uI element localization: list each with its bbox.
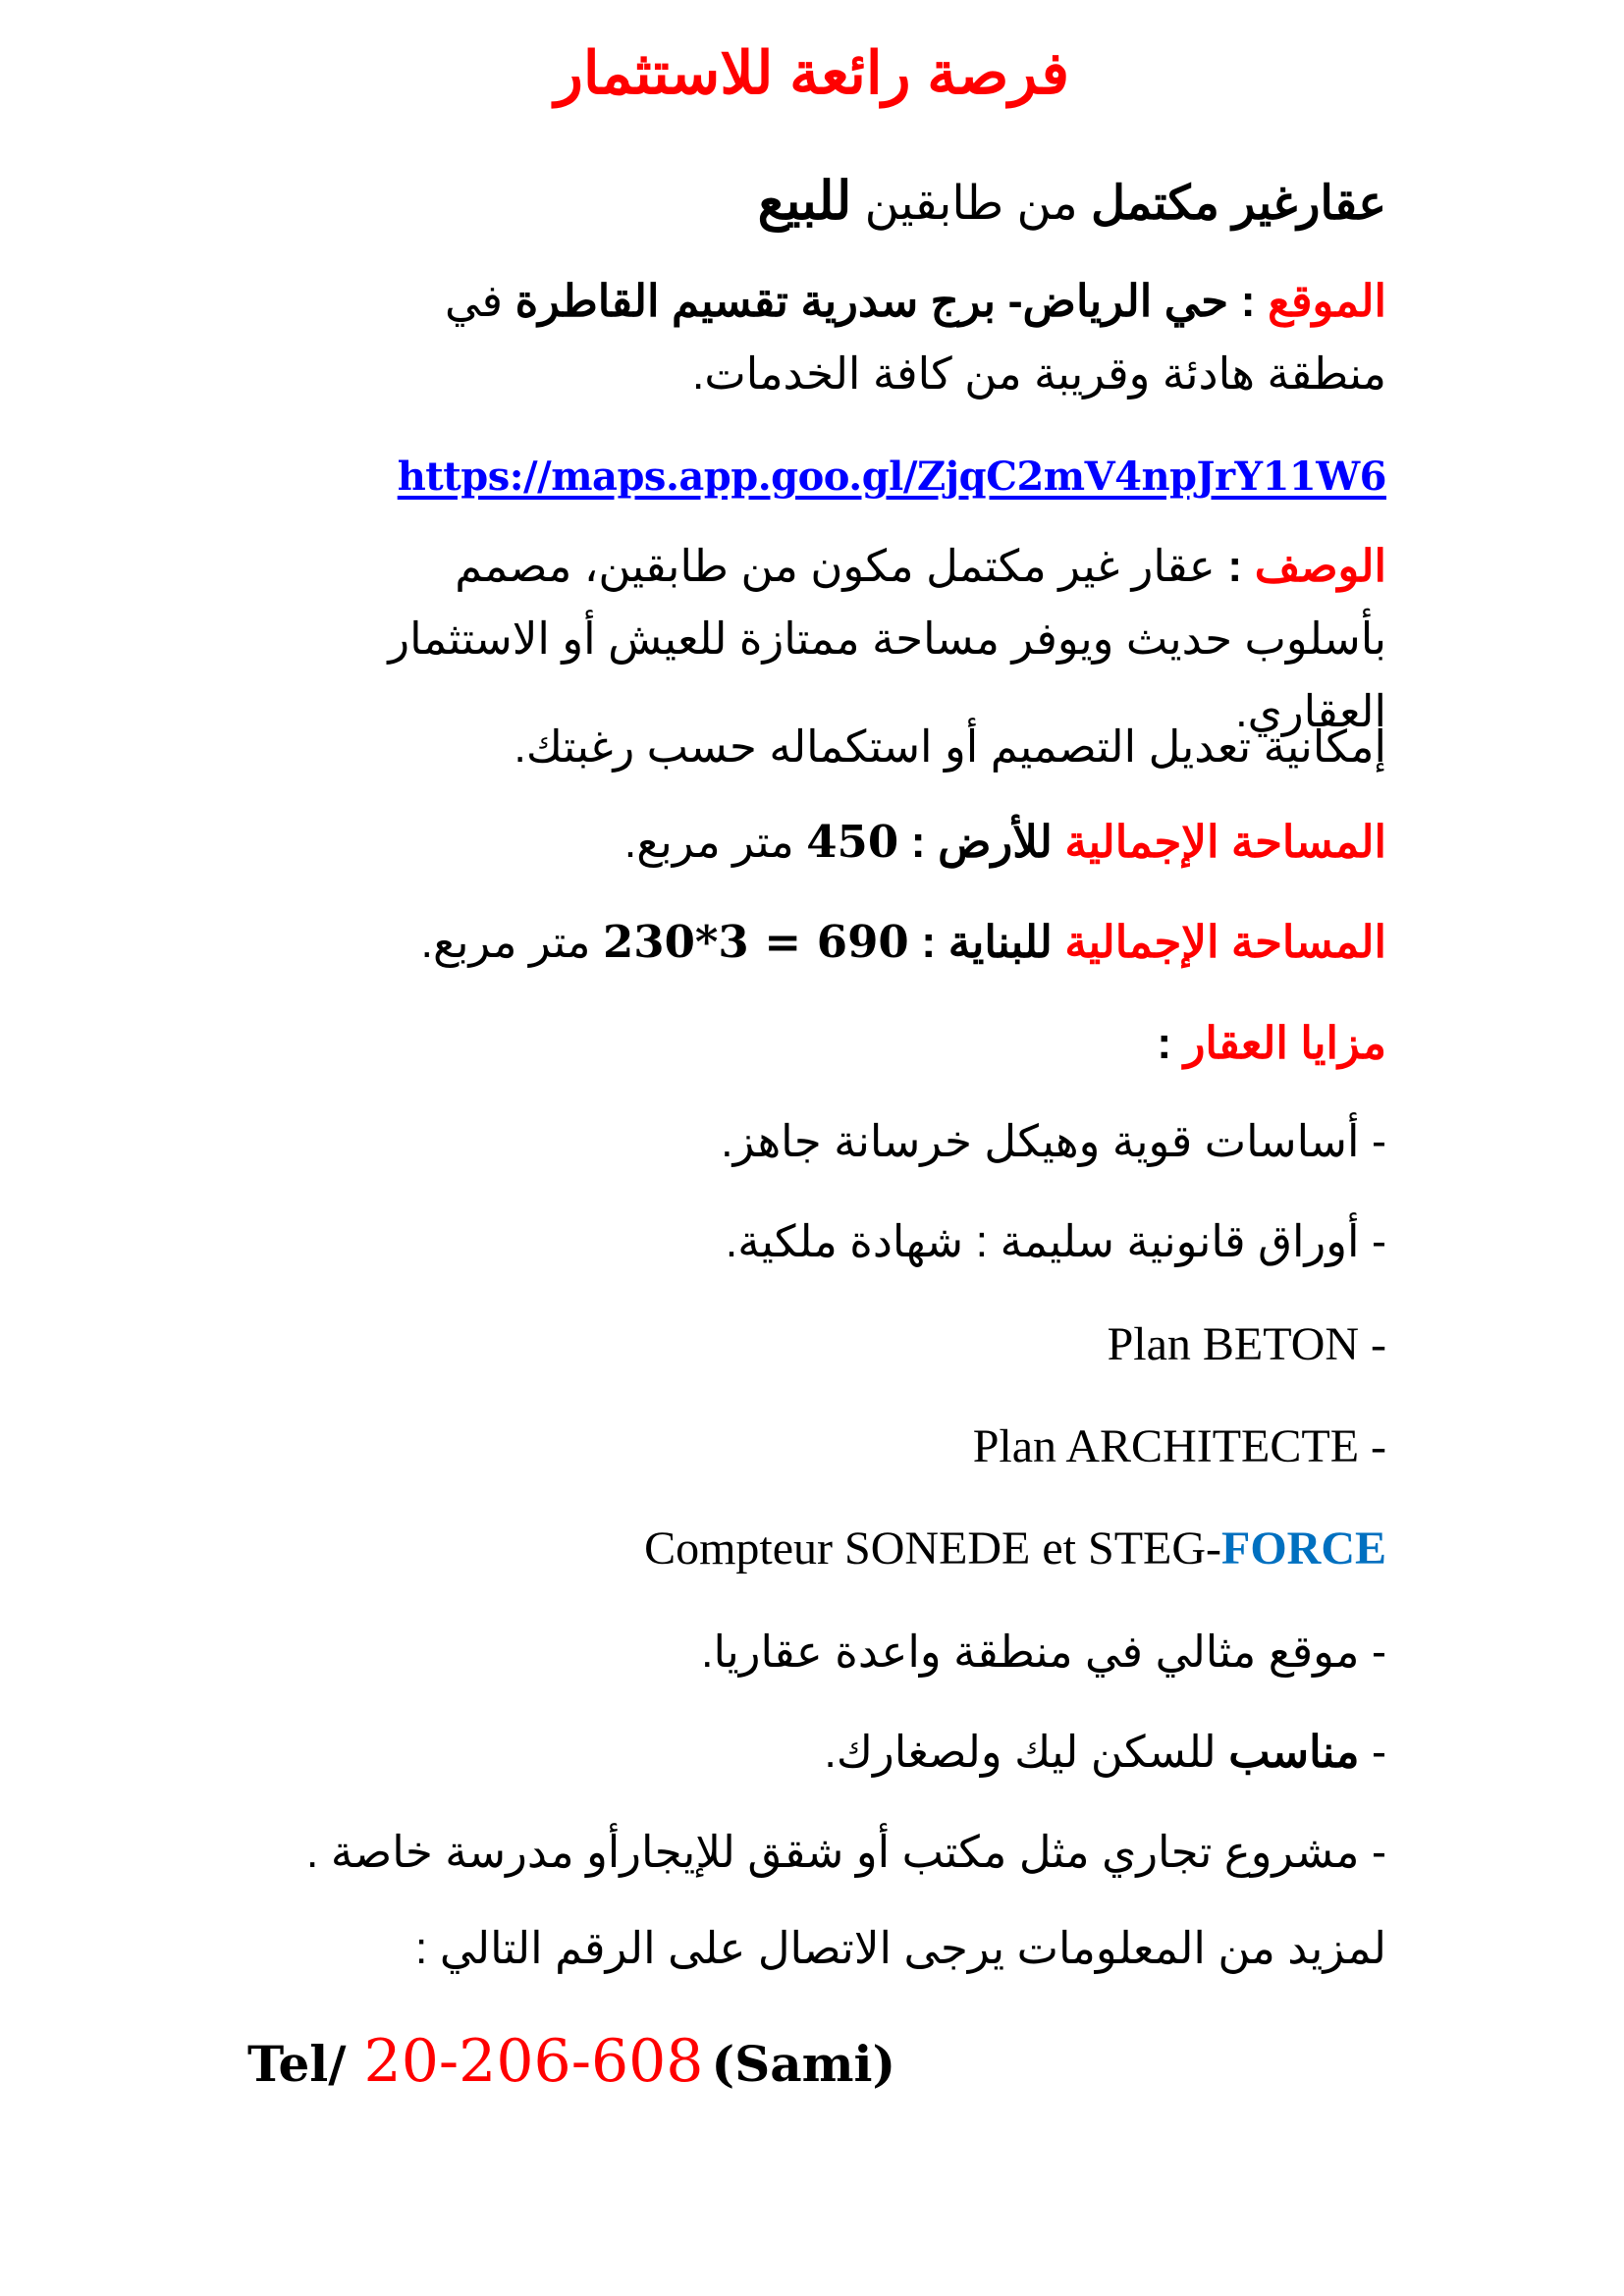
description-label: الوصف [1254, 541, 1386, 591]
map-link[interactable]: https://maps.app.goo.gl/ZjqC2mV4npJrY11W6 [397, 454, 1386, 500]
features-heading-colon: : [1157, 1018, 1184, 1068]
description-text: عقار غير مكتمل مكون من طابقين، مصمم بأسلوب حديث ويوفر مساحة ممتازة للعيش أو الاستثمار العقاري. [388, 541, 1386, 736]
contact-name: (Sami) [711, 2035, 896, 2093]
description-separator: : [1215, 541, 1255, 591]
features-heading-label: مزايا العقار [1183, 1018, 1386, 1068]
building-area-unit: متر مربع. [420, 917, 603, 967]
feature-item: - أساسات قوية وهيكل خرسانة جاهز. [721, 1116, 1386, 1166]
feature-item [824, 1727, 1386, 1777]
feature-item: Plan BETON - [1107, 1318, 1386, 1370]
contact-phone-line [247, 2027, 896, 2096]
headline [757, 172, 1386, 231]
feature-item-bold: مناسب [1228, 1727, 1360, 1777]
contact-prompt: لمزيد من المعلومات يرجى الاتصال على الرقم التالي : [414, 1923, 1386, 1973]
land-area-sublabel: للأرض : [898, 817, 1065, 867]
phone-number[interactable]: 20-206-608 [363, 2027, 704, 2096]
feature-item: Plan ARCHITECTE - [972, 1420, 1386, 1472]
location-separator: : [1228, 276, 1269, 326]
building-area-sublabel: للبناية : [908, 917, 1065, 967]
feature-item-text: للسكن ليك ولصغارك. [824, 1727, 1229, 1777]
headline-floors: من طابقين [851, 178, 1092, 230]
feature-item-text: Compteur SONEDE et STEG- [644, 1522, 1221, 1575]
feature-item [644, 1522, 1386, 1575]
land-area-value: 450 [806, 816, 899, 868]
location-description: في منطقة هادئة وقريبة من كافة الخدمات. [445, 276, 1386, 399]
land-area-label: المساحة الإجمالية [1064, 817, 1386, 867]
headline-property: عقارغير مكتمل [1091, 178, 1386, 230]
land-area [623, 816, 1386, 868]
page-title: فرصة رائعة للاستثمار [554, 40, 1070, 106]
description-paragraph [316, 530, 1386, 748]
feature-item: - مشروع تجاري مثل مكتب أو شقق للإيجارأو مدرسة خاصة . [305, 1827, 1386, 1877]
land-area-unit: متر مربع. [623, 817, 807, 867]
feature-item-prefix: - [1359, 1727, 1386, 1777]
customization-note: إمكانية تعديل التصميم أو استكماله حسب رغبتك. [514, 721, 1386, 772]
location-label: الموقع [1268, 276, 1386, 326]
location-paragraph [316, 265, 1386, 410]
building-area-label: المساحة الإجمالية [1064, 917, 1386, 967]
tel-label: Tel/ [247, 2035, 347, 2093]
features-heading [1157, 1018, 1386, 1068]
headline-for-sale: للبيع [757, 172, 852, 231]
feature-item-highlight: FORCE [1221, 1522, 1386, 1575]
building-area-value: 230*3 = 690 [602, 916, 909, 968]
feature-item: - أوراق قانونية سليمة : شهادة ملكية. [725, 1216, 1386, 1266]
location-value: حي الرياض- برج سدرية تقسيم القاطرة [514, 276, 1229, 326]
building-area [420, 916, 1386, 968]
feature-item: - موقع مثالي في منطقة واعدة عقاريا. [700, 1627, 1386, 1677]
